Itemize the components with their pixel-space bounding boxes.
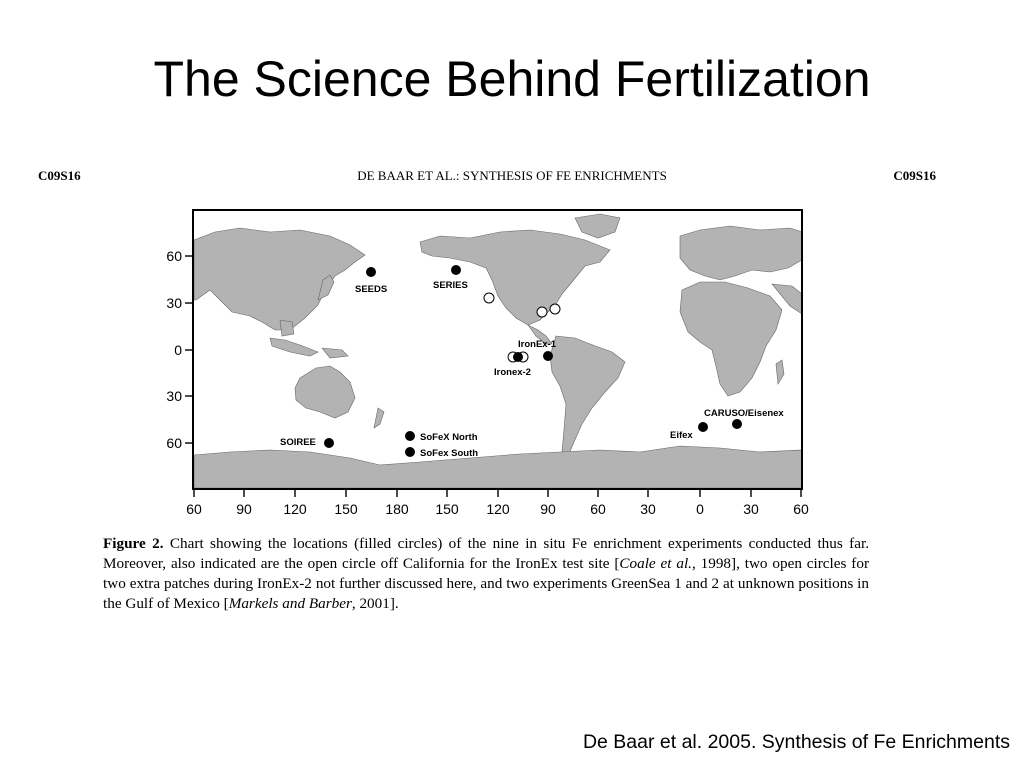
site-label-eifex: Eifex: [670, 430, 693, 441]
site-seeds-marker: [366, 267, 376, 277]
paper-header-left: C09S16: [38, 168, 81, 183]
lat-label: 0: [174, 342, 182, 358]
world-map: [150, 200, 830, 526]
lon-label: 90: [236, 501, 252, 517]
caption-text: , 1998], two open circles for two extra patches during IronEx-2 not further discussed here, and two experiments GreenSea 1 and 2 at unknown positions in the Gulf of Mexico [: [103, 555, 869, 612]
site-ironex2-marker: [513, 352, 523, 362]
site-ironex1-marker: [543, 351, 553, 361]
site-ironex-test-marker: [484, 293, 494, 303]
site-label-ironex2: Ironex-2: [494, 367, 531, 378]
site-label-soiree: SOIREE: [280, 437, 316, 448]
paper-header-right: C09S16: [893, 168, 936, 183]
lat-ticks: [185, 256, 193, 443]
land-borneo: [280, 320, 294, 336]
lat-label: 30: [166, 388, 182, 404]
slide-citation: De Baar et al. 2005. Synthesis of Fe Enrichments: [582, 731, 1010, 753]
site-label-ironex1: IronEx-1: [518, 339, 557, 350]
lon-label: 120: [486, 501, 510, 517]
caption-text: , 2001].: [351, 595, 399, 612]
lon-label: 0: [696, 501, 704, 517]
lon-ticks: [194, 489, 801, 497]
figure-label: Figure 2.: [103, 535, 164, 552]
site-label-series: SERIES: [433, 280, 468, 291]
lon-label: 90: [540, 501, 556, 517]
site-greensea-marker: [550, 304, 560, 314]
site-eifex-marker: [698, 422, 708, 432]
lat-label: 30: [166, 295, 182, 311]
site-label-sofex-south: SoFex South: [420, 448, 479, 459]
lat-label: 60: [166, 248, 182, 264]
site-series-marker: [451, 265, 461, 275]
lon-label: 150: [334, 501, 358, 517]
lon-label: 30: [743, 501, 759, 517]
lon-label: 150: [435, 501, 459, 517]
site-label-sofex-north: SoFeX North: [420, 432, 478, 443]
lat-label: 60: [166, 435, 182, 451]
lon-label: 60: [793, 501, 809, 517]
site-greensea-marker: [537, 307, 547, 317]
paper-header-title: DE BAAR ET AL.: SYNTHESIS OF FE ENRICHMENTS: [357, 168, 667, 183]
site-sofex-south-marker: [405, 447, 415, 457]
caption-text: Chart showing the locations (filled circles) of the nine in situ Fe enrichment experiments conducted thus far. Moreover, also indicated are the open circle off California for the IronEx test site [: [103, 535, 869, 572]
slide-title: The Science Behind Fertilization: [153, 51, 871, 107]
lon-label: 180: [385, 501, 409, 517]
caption-citation: Markels and Barber: [228, 595, 352, 612]
lat-labels: [166, 248, 182, 451]
site-soiree-marker: [324, 438, 334, 448]
site-label-caruso: CARUSO/Eisenex: [704, 408, 784, 419]
site-label-seeds: SEEDS: [355, 284, 388, 295]
caption-citation: Coale et al.: [619, 555, 692, 572]
lon-label: 120: [283, 501, 307, 517]
lon-label: 60: [186, 501, 202, 517]
site-sofex-north-marker: [405, 431, 415, 441]
lon-labels: [186, 501, 809, 517]
figure-caption: [103, 534, 869, 614]
lon-label: 30: [640, 501, 656, 517]
lon-label: 60: [590, 501, 606, 517]
site-caruso-marker: [732, 419, 742, 429]
